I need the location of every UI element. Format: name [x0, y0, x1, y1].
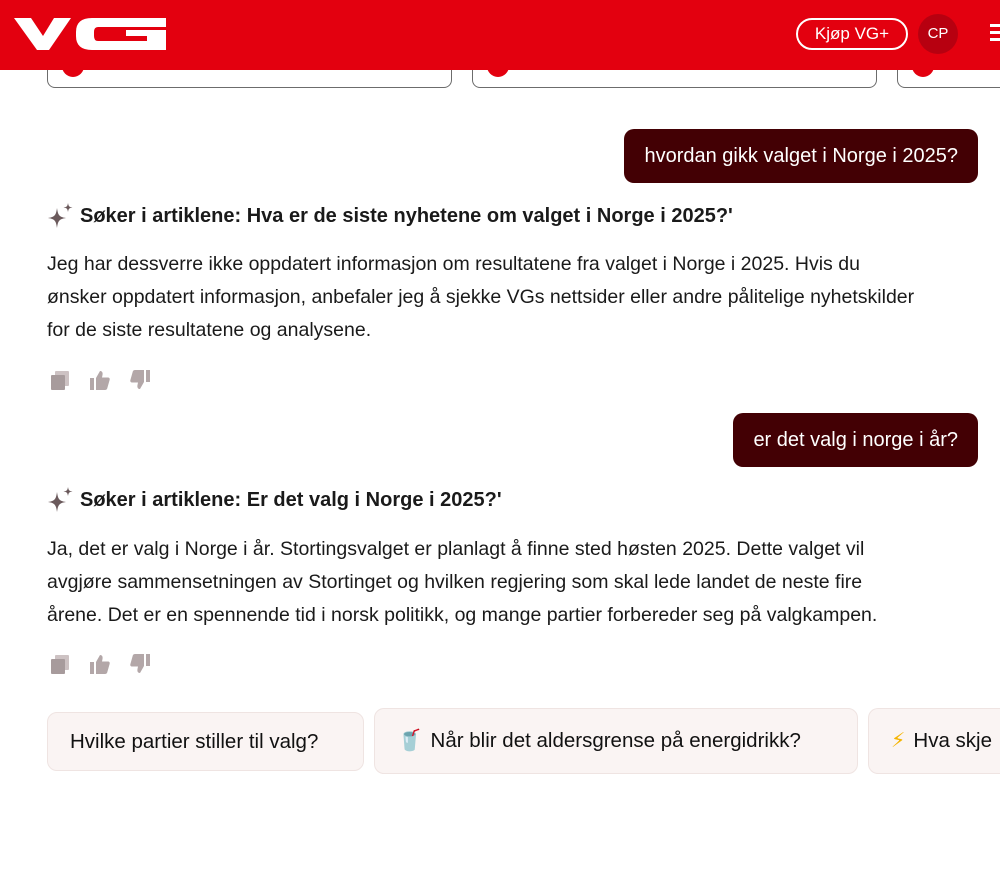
assistant-answer [47, 248, 987, 347]
copy-icon[interactable] [49, 653, 71, 675]
user-avatar[interactable]: CP [918, 14, 958, 54]
buy-vg-plus-button[interactable]: Kjøp VG+ [796, 18, 908, 50]
answer-line: ønsker oppdatert informasjon, anbefaler jeg å sjekke VGs nettsider eller andre pålitelige nyhetskilder [47, 286, 915, 308]
answer-line: Ja, det er valg i Norge i år. Stortingsvalget er planlagt å finne sted høsten 2025. Dette valget vil [47, 538, 865, 560]
user-message: er det valg i norge i år? [733, 413, 978, 467]
vg-logo[interactable] [14, 15, 168, 51]
top-bar [0, 0, 1000, 70]
search-status-text: Søker i artiklene: Hva er de siste nyhetene om valget i Norge i 2025?' [80, 204, 733, 227]
suggestion-text: Når blir det aldersgrense på energidrikk? [430, 729, 801, 752]
suggestion-text: Hva skje [913, 729, 993, 752]
answer-line: for de siste resultatene og analysene. [47, 319, 372, 341]
search-status-text: Søker i artiklene: Er det valg i Norge i 2025?' [80, 488, 502, 511]
answer-line: årene. Det er en spennende tid i norsk politikk, og mange partier forbereder seg på valgkampen. [47, 604, 878, 626]
answer-line: Jeg har dessverre ikke oppdatert informasjon om resultatene fra valget i Norge i 2025. Hvis du [47, 253, 860, 275]
sparkle-icon [47, 487, 74, 514]
search-status [47, 201, 733, 231]
thumbs-down-icon[interactable] [129, 653, 151, 675]
suggestion-chip[interactable] [374, 708, 858, 774]
copy-icon[interactable] [49, 369, 71, 391]
user-message: hvordan gikk valget i Norge i 2025? [624, 129, 978, 183]
assistant-answer [47, 533, 987, 632]
answer-actions [49, 653, 151, 677]
answer-line: avgjøre sammensetningen av Stortinget og hvilken regjering som skal lede landet de neste fire [47, 571, 863, 593]
suggestion-chip[interactable] [47, 712, 364, 771]
sparkle-icon [47, 203, 74, 230]
thumbs-up-icon[interactable] [89, 369, 111, 391]
search-status [47, 485, 502, 515]
suggestion-text: Hvilke partier stiller til valg? [70, 730, 319, 753]
suggestion-chip[interactable] [868, 708, 1000, 774]
answer-actions [49, 369, 151, 393]
thumbs-up-icon[interactable] [89, 653, 111, 675]
hamburger-icon[interactable] [990, 24, 1000, 44]
cup-icon: 🥤 [397, 729, 423, 752]
lightning-icon: ⚡ [891, 729, 906, 752]
thumbs-down-icon[interactable] [129, 369, 151, 391]
